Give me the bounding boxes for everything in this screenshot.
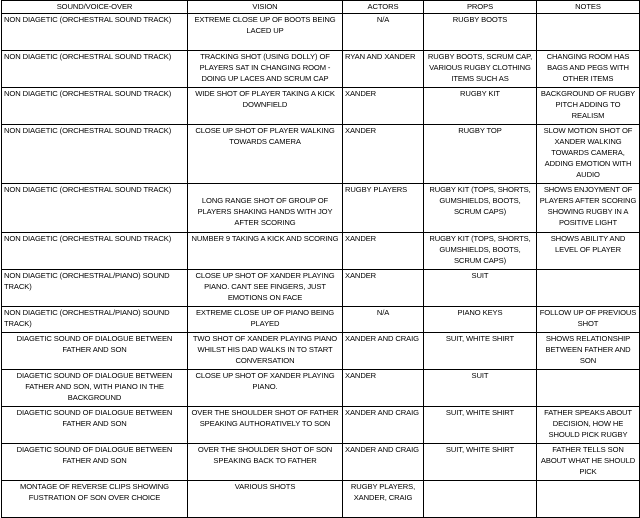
table-row xyxy=(2,14,640,51)
cell-sound: NON DIAGETIC (ORCHESTRAL/PIANO) SOUND TRACK) xyxy=(2,307,188,333)
cell-notes: FATHER TELLS SON ABOUT WHAT HE SHOULD PICK xyxy=(537,444,640,481)
table-row xyxy=(2,370,640,407)
cell-notes: FOLLOW UP OF PREVIOUS SHOT xyxy=(537,307,640,333)
cell-props: RUGBY TOP xyxy=(424,125,537,184)
cell-props xyxy=(424,481,537,518)
cell-sound: NON DIAGETIC (ORCHESTRAL SOUND TRACK) xyxy=(2,88,188,125)
cell-sound: NON DIAGETIC (ORCHESTRAL SOUND TRACK) xyxy=(2,51,188,88)
cell-actors: XANDER xyxy=(343,233,424,270)
cell-vision: CLOSE UP SHOT OF PLAYER WALKING TOWARDS CAMERA xyxy=(188,125,343,184)
cell-sound: NON DIAGETIC (ORCHESTRAL/PIANO) SOUND TRACK) xyxy=(2,270,188,307)
cell-props: RUGBY KIT (TOPS, SHORTS, GUMSHIELDS, BOOTS, SCRUM CAPS) xyxy=(424,184,537,233)
cell-actors: RUGBY PLAYERS, XANDER, CRAIG xyxy=(343,481,424,518)
cell-props: RUGBY KIT (TOPS, SHORTS, GUMSHIELDS, BOOTS, SCRUM CAPS) xyxy=(424,233,537,270)
table-row xyxy=(2,51,640,88)
cell-actors: XANDER AND CRAIG xyxy=(343,333,424,370)
cell-vision: LONG RANGE SHOT OF GROUP OF PLAYERS SHAKING HANDS WITH JOY AFTER SCORING xyxy=(188,184,343,233)
cell-actors: XANDER AND CRAIG xyxy=(343,444,424,481)
cell-sound: NON DIAGETIC (ORCHESTRAL SOUND TRACK) xyxy=(2,125,188,184)
cell-actors: XANDER AND CRAIG xyxy=(343,407,424,444)
cell-actors: N/A xyxy=(343,307,424,333)
cell-notes: FATHER SPEAKS ABOUT DECISION, HOW HE SHOULD PICK RUGBY xyxy=(537,407,640,444)
cell-vision: WIDE SHOT OF PLAYER TAKING A KICK DOWNFIELD xyxy=(188,88,343,125)
cell-props: SUIT, WHITE SHIRT xyxy=(424,407,537,444)
cell-actors: RYAN AND XANDER xyxy=(343,51,424,88)
cell-vision: OVER THE SHOULDER SHOT OF FATHER SPEAKING AUTHORATIVELY TO SON xyxy=(188,407,343,444)
table-row xyxy=(2,307,640,333)
cell-vision: VARIOUS SHOTS xyxy=(188,481,343,518)
cell-vision: TWO SHOT OF XANDER PLAYING PIANO WHILST HIS DAD WALKS IN TO START CONVERSATION xyxy=(188,333,343,370)
table-row xyxy=(2,444,640,481)
cell-notes xyxy=(537,481,640,518)
table-row xyxy=(2,125,640,184)
header-notes: NOTES xyxy=(537,1,640,14)
header-actors: ACTORS xyxy=(343,1,424,14)
cell-notes: CHANGING ROOM HAS BAGS AND PEGS WITH OTHER ITEMS xyxy=(537,51,640,88)
cell-actors: XANDER xyxy=(343,88,424,125)
cell-vision: OVER THE SHOULDER SHOT OF SON SPEAKING BACK TO FATHER xyxy=(188,444,343,481)
header-props: PROPS xyxy=(424,1,537,14)
cell-actors: RUGBY PLAYERS xyxy=(343,184,424,233)
cell-sound: NON DIAGETIC (ORCHESTRAL SOUND TRACK) xyxy=(2,184,188,233)
cell-notes: SLOW MOTION SHOT OF XANDER WALKING TOWARDS CAMERA, ADDING EMOTION WITH AUDIO xyxy=(537,125,640,184)
cell-props: SUIT, WHITE SHIRT xyxy=(424,333,537,370)
cell-props: SUIT, WHITE SHIRT xyxy=(424,444,537,481)
cell-sound: DIAGETIC SOUND OF DIALOGUE BETWEEN FATHER AND SON xyxy=(2,444,188,481)
cell-props: SUIT xyxy=(424,270,537,307)
cell-actors: N/A xyxy=(343,14,424,51)
table-row xyxy=(2,333,640,370)
cell-sound: DIAGETIC SOUND OF DIALOGUE BETWEEN FATHER AND SON xyxy=(2,333,188,370)
cell-sound: DIAGETIC SOUND OF DIALOGUE BETWEEN FATHER AND SON xyxy=(2,407,188,444)
cell-vision: EXTREME CLOSE UP OF PIANO BEING PLAYED xyxy=(188,307,343,333)
cell-vision: TRACKING SHOT (USING DOLLY) OF PLAYERS SAT IN CHANGING ROOM - DOING UP LACES AND SCRUM CAP xyxy=(188,51,343,88)
cell-vision: CLOSE UP SHOT OF XANDER PLAYING PIANO. CANT SEE FINGERS, JUST EMOTIONS ON FACE xyxy=(188,270,343,307)
cell-notes: SHOWS RELATIONSHIP BETWEEN FATHER AND SON xyxy=(537,333,640,370)
cell-actors: XANDER xyxy=(343,370,424,407)
table-row xyxy=(2,407,640,444)
header-vision: VISION xyxy=(188,1,343,14)
table-row xyxy=(2,88,640,125)
cell-notes: SHOWS ABILITY AND LEVEL OF PLAYER xyxy=(537,233,640,270)
header-row xyxy=(2,1,640,14)
cell-vision: NUMBER 9 TAKING A KICK AND SCORING xyxy=(188,233,343,270)
cell-actors: XANDER xyxy=(343,125,424,184)
table-row xyxy=(2,481,640,518)
cell-vision: CLOSE UP SHOT OF XANDER PLAYING PIANO. xyxy=(188,370,343,407)
cell-props: RUGBY KIT xyxy=(424,88,537,125)
cell-notes: BACKGROUND OF RUGBY PITCH ADDING TO REALISM xyxy=(537,88,640,125)
cell-notes xyxy=(537,370,640,407)
cell-props: SUIT xyxy=(424,370,537,407)
cell-sound: MONTAGE OF REVERSE CLIPS SHOWING FUSTRATION OF SON OVER CHOICE xyxy=(2,481,188,518)
shot-list-table xyxy=(1,0,640,518)
cell-props: PIANO KEYS xyxy=(424,307,537,333)
cell-notes xyxy=(537,14,640,51)
cell-sound: DIAGETIC SOUND OF DIALOGUE BETWEEN FATHER AND SON, WITH PIANO IN THE BACKGROUND xyxy=(2,370,188,407)
cell-notes: SHOWS ENJOYMENT OF PLAYERS AFTER SCORING SHOWING RUGBY IN A POSITIVE LIGHT xyxy=(537,184,640,233)
cell-props: RUGBY BOOTS xyxy=(424,14,537,51)
cell-notes xyxy=(537,270,640,307)
header-sound: SOUND/VOICE-OVER xyxy=(2,1,188,14)
cell-props: RUGBY BOOTS, SCRUM CAP, VARIOUS RUGBY CLOTHING ITEMS SUCH AS xyxy=(424,51,537,88)
cell-sound: NON DIAGETIC (ORCHESTRAL SOUND TRACK) xyxy=(2,14,188,51)
table-row xyxy=(2,233,640,270)
table-row xyxy=(2,184,640,233)
cell-vision: EXTREME CLOSE UP OF BOOTS BEING LACED UP xyxy=(188,14,343,51)
cell-actors: XANDER xyxy=(343,270,424,307)
table-row xyxy=(2,270,640,307)
cell-sound: NON DIAGETIC (ORCHESTRAL SOUND TRACK) xyxy=(2,233,188,270)
